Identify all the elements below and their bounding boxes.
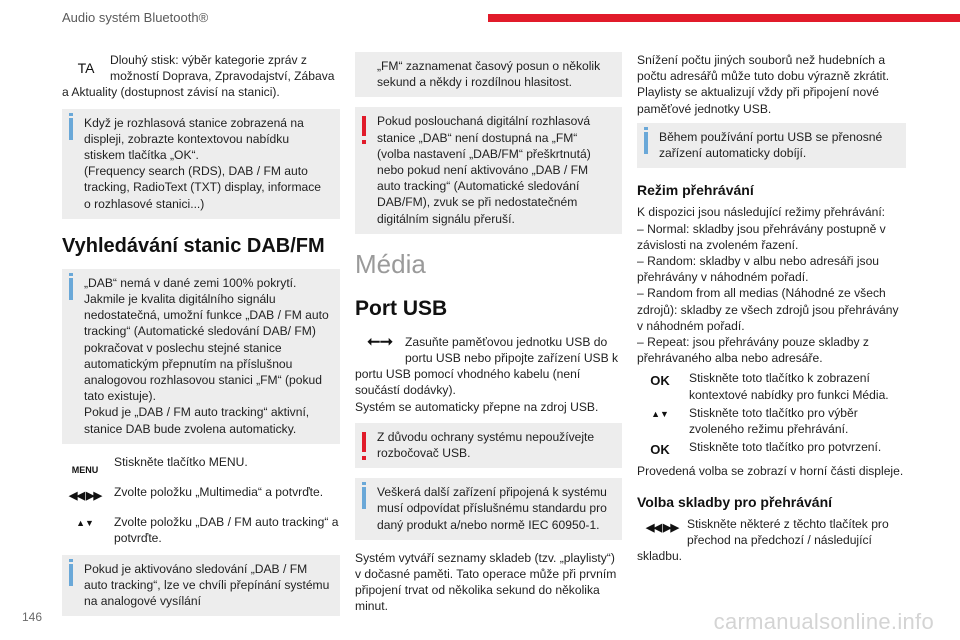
paragraph: Snížení počtu jiných souborů než hudebních a počtu adresářů může tuto dobu výrazně zkrátit. Playlisty se aktualizují vždy při připojení nové paměťové jednotky USB.	[637, 53, 890, 116]
menu-instruction	[62, 454, 340, 475]
mode-item: – Repeat: jsou přehrávány pouze skladby z přehrávaného alba nebo adresáře.	[637, 335, 869, 366]
ok-text: Stiskněte toto tlačítko k zobrazení kontextové nabídky pro funkci Média.	[689, 371, 889, 402]
paragraph: Provedená volba se zobrazí v horní části displeje.	[637, 464, 904, 479]
info-note-text: „DAB“ nemá v dané zemi 100% pokrytí. Jakmile je kvalita digitálního signálu nedostatečná, umožní funkce „DAB / FM auto tracking“ (Automatické sledování DAB/ FM) pokračovat v poslechu stejné stanice automatickým přepnutím na příslušnou analogovou rozhlasovou stanici „FM“ (pokud tato existuje). Pokud je „DAB / FM auto tracking“ aktivní, stanice DAB bude zvolena automaticky.	[84, 275, 329, 436]
info-note-continued	[355, 52, 622, 97]
warning-icon	[362, 116, 366, 136]
ok-button-icon: OK	[650, 373, 670, 389]
info-icon	[69, 278, 73, 300]
warning-note-text: Z důvodu ochrany systému nepoužívejte rozbočovač USB.	[377, 429, 595, 461]
arrows-instruction	[62, 484, 340, 503]
usb-instruction	[355, 334, 622, 415]
column-1	[62, 52, 340, 626]
warning-note	[355, 423, 622, 468]
updown-text: Stiskněte toto tlačítko pro výběr zvoleného režimu přehrávání.	[689, 405, 858, 437]
info-icon	[362, 487, 366, 509]
warning-note	[355, 107, 622, 233]
arrows-text: Zvolte položku „Multimedia“ a potvrďte.	[114, 485, 324, 500]
column-2	[355, 52, 622, 621]
info-note	[637, 123, 906, 168]
menu-text: Stiskněte tlačítko MENU.	[114, 454, 248, 469]
info-note	[355, 478, 622, 540]
info-note-text: Veškerá další zařízení připojená k systému musí odpovídat příslušnému standardu pro daný produkt a/nebo normě IEC 60950-1.	[377, 485, 607, 532]
warning-icon	[362, 432, 366, 452]
column-3	[637, 52, 906, 572]
info-note	[62, 555, 340, 617]
usb-icon: ⭠⭢	[367, 332, 393, 350]
info-note-text: Když je rozhlasová stanice zobrazená na displeji, zobrazte kontextovou nabídku stiskem tlačítka „OK“. (Frequency search (RDS), DAB / FM auto tracking, RadioText (TXT) display, informace o rozhlasové stanici...)	[84, 115, 322, 211]
usb-text: Zasuňte paměťovou jednotku USB do portu USB nebo připojte zařízení USB k portu USB pomocí vhodného kabelu (není součástí dodávky). Systém se automaticky přepne na zdroj USB.	[355, 334, 619, 414]
running-header: Audio systém Bluetooth®	[62, 10, 209, 25]
prev-next-arrows-icon: ◀◀ ▶▶	[646, 521, 678, 534]
up-down-arrows-icon: ▲▼	[651, 408, 669, 419]
info-icon	[644, 132, 648, 154]
updown-instruction	[637, 405, 906, 437]
info-note	[62, 269, 340, 444]
warning-note-text: Pokud poslouchaná digitální rozhlasová stanice „DAB“ není dostupná na „FM“ (volba nastavení „DAB/FM“ přeškrtnutá) nebo pokud není aktivováno „DAB / FM auto tracking“ (Automatické sledování DAB/FM), zvuk se při nedostatečném digitálním signálu přeruší.	[377, 114, 591, 226]
watermark: carmanualsonline.info	[713, 609, 934, 634]
subheading-playback-mode: Režim přehrávání	[637, 182, 754, 199]
info-note-text: Pokud je aktivováno sledování „DAB / FM auto tracking“, lze ve chvíli přepínání systému na analogové vysílání	[84, 561, 330, 609]
playlist-paragraph: Systém vytváří seznamy skladeb (tzv. „playlisty“) v dočasné paměti. Tato operace může při prvním připojení trvat od několika sekund do několika minut.	[355, 550, 617, 614]
info-note	[62, 109, 340, 219]
mode-item: – Random: skladby v albu nebo adresáři jsou přehrávány v náhodném pořadí.	[637, 254, 880, 285]
info-icon	[69, 118, 73, 140]
updown-instruction	[62, 514, 340, 546]
info-icon	[69, 564, 73, 586]
up-down-arrows-icon: ▲▼	[76, 518, 94, 529]
arrows-text: Stiskněte některé z těchto tlačítek pro přechod na předchozí / následující skladbu.	[637, 516, 889, 564]
mode-item: – Random from all medias (Náhodné ze všech zdrojů): skladby ze všech zdrojů jsou přehrávány v náhodném pořadí.	[637, 286, 899, 333]
ok-instruction	[637, 370, 906, 402]
ok-button-icon: OK	[650, 442, 670, 458]
section-heading: Vyhledávání stanic DAB/FM	[62, 234, 325, 257]
ta-text: Dlouhý stisk: výběr kategorie zpráv z možností Doprava, Zpravodajství, Zábava a Aktuality (dostupnost závisí na stanici).	[62, 53, 335, 100]
prev-next-arrows-icon: ◀◀ ▶▶	[69, 490, 101, 503]
updown-text: Zvolte položku „DAB / FM auto tracking“ a potvrďte.	[114, 515, 339, 546]
ok-confirm-instruction	[637, 439, 906, 458]
modes-intro: K dispozici jsou následující režimy přehrávání:	[637, 205, 886, 220]
menu-button-icon: MENU	[71, 464, 99, 475]
chapter-heading: Média	[355, 248, 426, 279]
page-number: 146	[22, 610, 43, 624]
header-accent-bar	[488, 14, 960, 22]
mode-item: – Normal: skladby jsou přehrávány postupně v závislosti na zvoleném řazení.	[637, 221, 886, 252]
ta-instruction	[62, 52, 340, 101]
info-note-text: Během používání portu USB se přenosné zařízení automaticky dobíjí.	[659, 129, 883, 161]
ta-icon: TA	[77, 60, 95, 76]
arrows-instruction	[637, 516, 906, 565]
section-heading: Port USB	[355, 296, 448, 320]
subheading-track-select: Volba skladby pro přehrávání	[637, 493, 833, 510]
info-note-text: „FM“ zaznamenat časový posun o několik sekund a někdy i rozdílnou hlasitost.	[377, 59, 601, 90]
ok-confirm-text: Stiskněte toto tlačítko pro potvrzení.	[689, 440, 882, 455]
